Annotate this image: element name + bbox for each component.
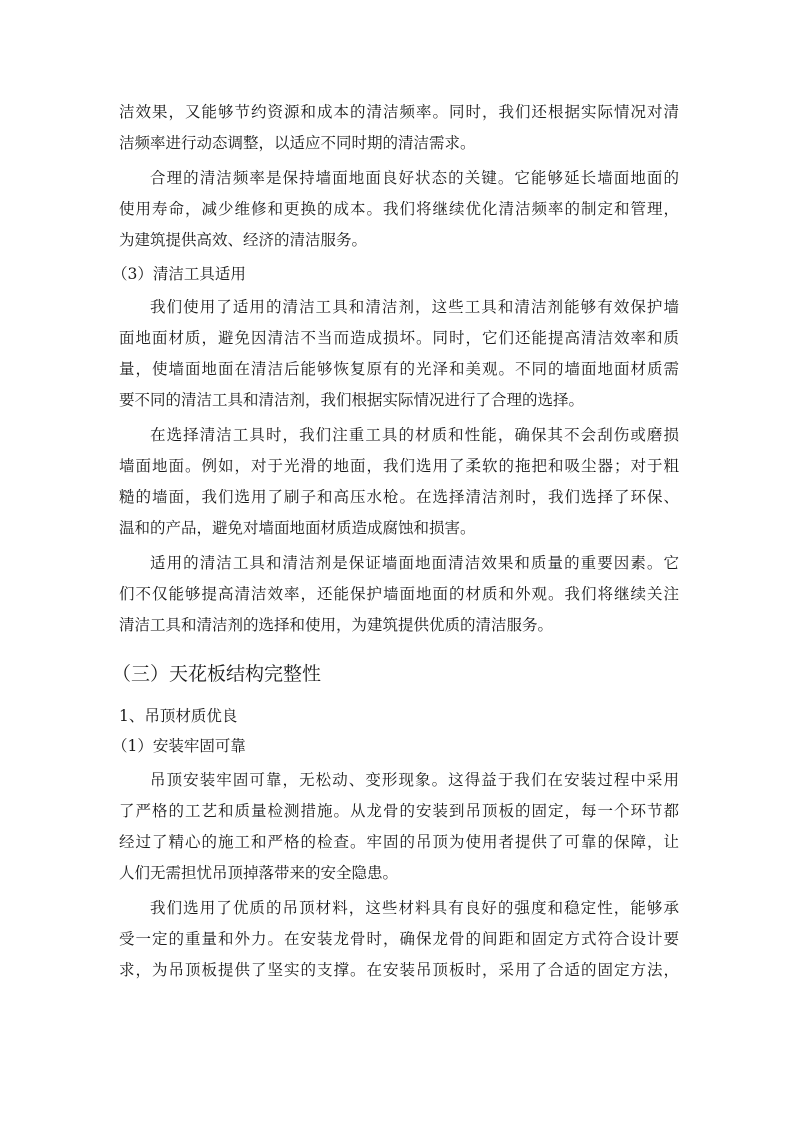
paragraph-line: 经过了精心的施工和严格的检查。牢固的吊顶为使用者提供了可靠的保障，让: [119, 833, 679, 851]
paragraph-line: 墙面地面。例如，对于光滑的地面，我们选用了柔软的拖把和吸尘器；对于粗: [119, 457, 679, 475]
item-label: 1、吊顶材质优良: [119, 707, 238, 725]
paragraph-line: 量，使墙面地面在清洁后能够恢复原有的光泽和美观。不同的墙面地面材质需: [119, 360, 679, 378]
paragraph-line: 合理的清洁频率是保持墙面地面良好状态的关键。它能够延长墙面地面的: [150, 169, 679, 187]
paragraph-line: 洁效果，又能够节约资源和成本的清洁频率。同时，我们还根据实际情况对清: [119, 103, 679, 121]
paragraph-line: 清洁工具和清洁剂的选择和使用，为建筑提供优质的清洁服务。: [119, 616, 554, 634]
paragraph-line: 面地面材质，避免因清洁不当而造成损坏。同时，它们还能提高清洁效率和质: [119, 329, 679, 347]
paragraph-line: 使用寿命，减少维修和更换的成本。我们将继续优化清洁频率的制定和管理，: [119, 200, 679, 218]
section-heading: （三）天花板结构完整性: [112, 663, 322, 685]
paragraph-line: 我们选用了优质的吊顶材料，这些材料具有良好的强度和稳定性，能够承: [150, 899, 679, 917]
paragraph-line: 洁频率进行动态调整，以适应不同时期的清洁需求。: [119, 134, 476, 152]
paragraph-line: 为建筑提供高效、经济的清洁服务。: [119, 231, 368, 249]
paragraph-line: 要不同的清洁工具和清洁剂，我们根据实际情况进行了合理的选择。: [119, 391, 585, 409]
paragraph-line: 们不仅能够提高清洁效率，还能保护墙面地面的材质和外观。我们将继续关注: [119, 585, 679, 603]
paragraph-line: 人们无需担忧吊顶掉落带来的安全隐患。: [119, 864, 399, 882]
paragraph-line: 糙的墙面，我们选用了刷子和高压水枪。在选择清洁剂时，我们选择了环保、: [119, 488, 679, 506]
paragraph-line: 吊顶安装牢固可靠，无松动、变形现象。这得益于我们在安装过程中采用: [150, 771, 679, 789]
paragraph-line: 我们使用了适用的清洁工具和清洁剂，这些工具和清洁剂能够有效保护墙: [150, 298, 679, 316]
paragraph-line: 求，为吊顶板提供了坚实的支撑。在安装吊顶板时，采用了合适的固定方法，: [119, 961, 679, 979]
paragraph-line: 在选择清洁工具时，我们注重工具的材质和性能，确保其不会刮伤或磨损: [150, 426, 679, 444]
subsection-label: （1）安装牢固可靠: [112, 737, 246, 755]
paragraph-line: 适用的清洁工具和清洁剂是保证墙面地面清洁效果和质量的重要因素。它: [150, 554, 679, 572]
paragraph-line: 了严格的工艺和质量检测措施。从龙骨的安装到吊顶板的固定，每一个环节都: [119, 802, 679, 820]
paragraph-line: 温和的产品，避免对墙面地面材质造成腐蚀和损害。: [119, 519, 476, 537]
subsection-label: （3）清洁工具适用: [112, 265, 246, 283]
paragraph-line: 受一定的重量和外力。在安装龙骨时，确保龙骨的间距和固定方式符合设计要: [119, 930, 679, 948]
